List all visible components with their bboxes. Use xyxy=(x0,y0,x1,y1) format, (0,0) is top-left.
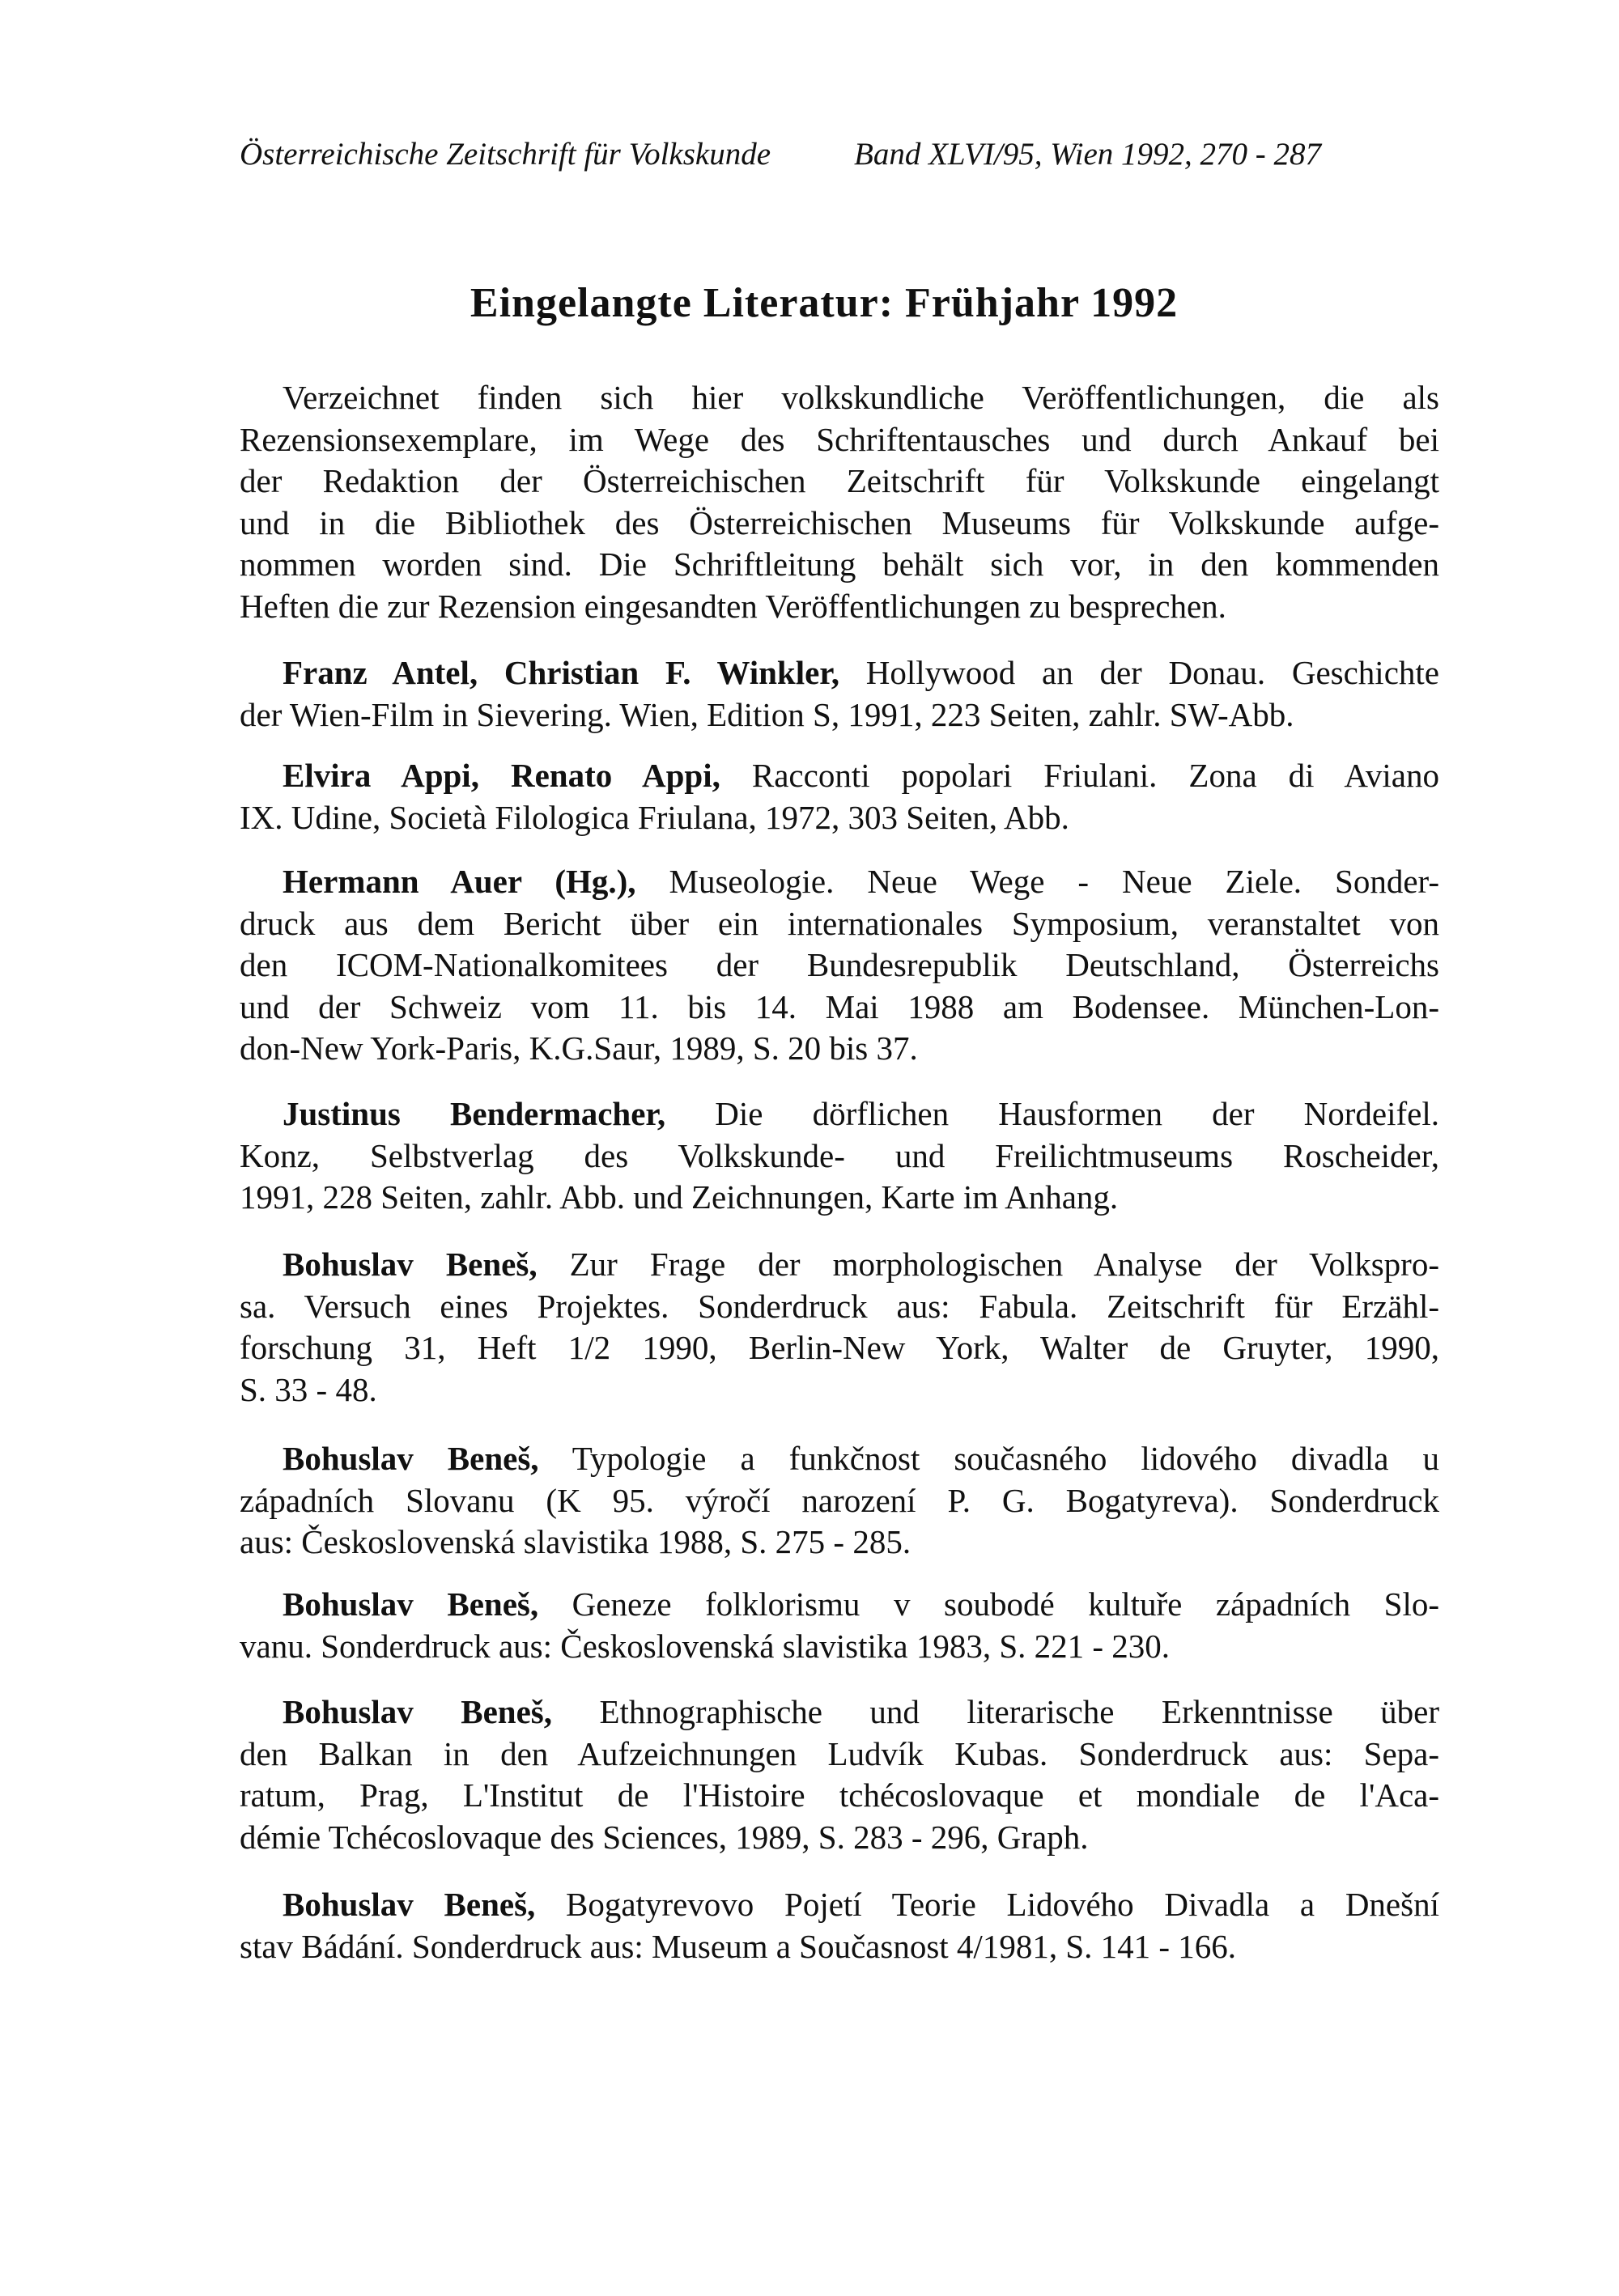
intro-line: Verzeichnet finden sich hier volkskundliche Veröffentlichungen, die als xyxy=(283,379,1439,416)
bibliography-entry xyxy=(240,1691,1439,1858)
entry-title: Zur Frage der morphologischen Analyse der Volkspro- xyxy=(537,1246,1439,1283)
entry-author: Justinus Bendermacher, xyxy=(283,1095,666,1132)
entry-title: Museologie. Neue Wege - Neue Ziele. Sonder- xyxy=(635,863,1439,900)
entry-line xyxy=(240,1691,1439,1734)
entry-line: ratum, Prag, L'Institut de l'Histoire tchécoslovaque et mondiale de l'Aca- xyxy=(240,1776,1439,1814)
volume-info: Band XLVI/95, Wien 1992, 270 - 287 xyxy=(854,137,1322,172)
entry-line: don-New York-Paris, K.G.Saur, 1989, S. 20 bis 37. xyxy=(240,1029,918,1067)
intro-line: Rezensionsexemplare, im Wege des Schriftentausches und durch Ankauf bei xyxy=(240,420,1439,458)
entry-line: démie Tchécoslovaque des Sciences, 1989, S. 283 - 296, Graph. xyxy=(240,1818,1089,1856)
entry-author: Bohuslav Beneš, xyxy=(283,1246,538,1283)
entry-line: und der Schweiz vom 11. bis 14. Mai 1988 am Bodensee. München-Lon- xyxy=(240,987,1439,1025)
entry-line: IX. Udine, Società Filologica Friulana, 1972, 303 Seiten, Abb. xyxy=(240,798,1069,836)
entry-title: Typologie a funkčnost současného lidového divadla u xyxy=(538,1440,1439,1477)
bibliography-entry xyxy=(240,1884,1439,1967)
entry-author: Bohuslav Beneš, xyxy=(283,1585,539,1623)
entry-author: Bohuslav Beneš, xyxy=(283,1440,539,1477)
entry-author: Bohuslav Beneš, xyxy=(283,1693,552,1730)
entry-line xyxy=(240,755,1439,797)
intro-line: der Redaktion der Österreichischen Zeitschrift für Volkskunde eingelangt xyxy=(240,462,1439,500)
bibliography-entry xyxy=(240,652,1439,736)
page-title: Eingelangte Literatur: Frühjahr 1992 xyxy=(470,280,1179,326)
bibliography-entry xyxy=(240,1093,1439,1219)
journal-name: Österreichische Zeitschrift für Volkskunde xyxy=(240,137,771,172)
entry-author: Franz Antel, Christian F. Winkler, xyxy=(283,654,839,691)
entry-line: den ICOM-Nationalkomitees der Bundesrepublik Deutschland, Österreichs xyxy=(240,946,1439,984)
entry-title: Bogatyrevovo Pojetí Teorie Lidového Divadla a Dnešní xyxy=(535,1886,1439,1923)
entry-line xyxy=(240,652,1439,694)
bibliography-entry xyxy=(240,861,1439,1070)
entry-line: vanu. Sonderdruck aus: Československá slavistika 1983, S. 221 - 230. xyxy=(240,1627,1171,1665)
entry-title: Die dörflichen Hausformen der Nordeifel. xyxy=(665,1095,1439,1132)
entry-line: druck aus dem Bericht über ein internationales Symposium, veranstaltet von xyxy=(240,904,1439,942)
entry-line xyxy=(240,1884,1439,1926)
entry-title: Hollywood an der Donau. Geschichte xyxy=(839,654,1439,691)
entry-line: aus: Československá slavistika 1988, S. 275 - 285. xyxy=(240,1523,911,1561)
entry-title: Geneze folklorismu v soubodé kultuře západních Slo- xyxy=(538,1585,1439,1623)
entry-line: S. 33 - 48. xyxy=(240,1370,377,1408)
entry-line: 1991, 228 Seiten, zahlr. Abb. und Zeichnungen, Karte im Anhang. xyxy=(240,1178,1119,1216)
bibliography-entry xyxy=(240,1584,1439,1667)
entry-line: forschung 31, Heft 1/2 1990, Berlin-New York, Walter de Gruyter, 1990, xyxy=(240,1329,1439,1367)
entry-author: Bohuslav Beneš, xyxy=(283,1886,536,1923)
entry-line: der Wien-Film in Sievering. Wien, Edition S, 1991, 223 Seiten, zahlr. SW-Abb. xyxy=(240,695,1294,733)
entry-line xyxy=(240,1093,1439,1135)
entry-line: sa. Versuch eines Projektes. Sonderdruck aus: Fabula. Zeitschrift für Erzähl- xyxy=(240,1287,1439,1325)
entry-line: západních Slovanu (K 95. výročí narození P. G. Bogatyreva). Sonderdruck xyxy=(240,1481,1439,1519)
entry-line: den Balkan in den Aufzeichnungen Ludvík Kubas. Sonderdruck aus: Sepa- xyxy=(240,1734,1439,1772)
bibliography-entry xyxy=(240,755,1439,838)
entry-line xyxy=(240,861,1439,903)
intro-paragraph xyxy=(240,377,1439,628)
entry-line: stav Bádání. Sonderdruck aus: Museum a Současnost 4/1981, S. 141 - 166. xyxy=(240,1927,1237,1965)
intro-line: Heften die zur Rezension eingesandten Veröffentlichungen zu besprechen. xyxy=(240,587,1226,625)
intro-line: nommen worden sind. Die Schriftleitung behält sich vor, in den kommenden xyxy=(240,545,1439,584)
bibliography-entry xyxy=(240,1244,1439,1411)
entry-line xyxy=(240,1244,1439,1286)
bibliography-entry xyxy=(240,1438,1439,1564)
entry-author: Hermann Auer (Hg.), xyxy=(283,863,636,900)
entry-line xyxy=(240,1438,1439,1480)
intro-line: und in die Bibliothek des Österreichischen Museums für Volkskunde aufge- xyxy=(240,503,1439,541)
entry-author: Elvira Appi, Renato Appi, xyxy=(283,757,720,794)
entry-line xyxy=(240,1584,1439,1626)
entry-line: Konz, Selbstverlag des Volkskunde- und Freilichtmuseums Roscheider, xyxy=(240,1136,1439,1174)
entry-title: Ethnographische und literarische Erkenntnisse über xyxy=(552,1693,1439,1730)
entry-title: Racconti popolari Friulani. Zona di Aviano xyxy=(720,757,1439,794)
